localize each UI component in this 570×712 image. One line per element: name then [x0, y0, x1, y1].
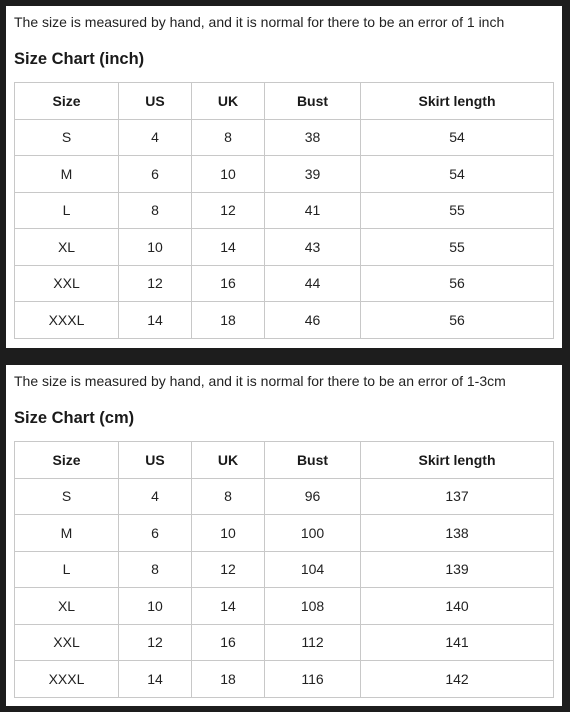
size-chart-inch-panel: [6, 6, 562, 348]
column-header-skirt-length: Skirt length: [361, 83, 554, 120]
cell-us: 12: [119, 624, 192, 661]
table-row: [15, 229, 554, 266]
cell-bust: 41: [265, 192, 361, 229]
table-row: [15, 302, 554, 339]
cell-us: 4: [119, 119, 192, 156]
column-header-us: US: [119, 83, 192, 120]
cell-bust: 116: [265, 661, 361, 698]
column-header-size: Size: [15, 83, 119, 120]
table-row: [15, 192, 554, 229]
cell-bust: 112: [265, 624, 361, 661]
table-header-row: [15, 442, 554, 479]
table-row: [15, 478, 554, 515]
cell-us: 4: [119, 478, 192, 515]
cell-us: 6: [119, 515, 192, 552]
table-row: [15, 661, 554, 698]
cell-skirt-length: 140: [361, 588, 554, 625]
measurement-note: The size is measured by hand, and it is normal for there to be an error of 1-3cm: [14, 373, 506, 389]
cell-skirt-length: 54: [361, 156, 554, 193]
cell-uk: 18: [192, 661, 265, 698]
cell-bust: 96: [265, 478, 361, 515]
cell-us: 10: [119, 229, 192, 266]
cell-size: XXL: [15, 265, 119, 302]
cell-uk: 10: [192, 156, 265, 193]
cell-uk: 8: [192, 478, 265, 515]
cell-size: XXXL: [15, 661, 119, 698]
cell-skirt-length: 139: [361, 551, 554, 588]
cell-bust: 100: [265, 515, 361, 552]
cell-us: 8: [119, 551, 192, 588]
table-row: [15, 588, 554, 625]
cell-size: XL: [15, 229, 119, 266]
cell-us: 10: [119, 588, 192, 625]
cell-size: L: [15, 192, 119, 229]
measurement-note: The size is measured by hand, and it is normal for there to be an error of 1 inch: [14, 14, 505, 30]
table-row: [15, 156, 554, 193]
cell-size: M: [15, 515, 119, 552]
cell-skirt-length: 55: [361, 229, 554, 266]
cell-uk: 10: [192, 515, 265, 552]
cell-skirt-length: 56: [361, 265, 554, 302]
cell-us: 14: [119, 302, 192, 339]
table-row: [15, 515, 554, 552]
cell-uk: 16: [192, 265, 265, 302]
column-header-uk: UK: [192, 83, 265, 120]
table-row: [15, 551, 554, 588]
cell-uk: 14: [192, 229, 265, 266]
cell-bust: 43: [265, 229, 361, 266]
cell-bust: 104: [265, 551, 361, 588]
cell-bust: 44: [265, 265, 361, 302]
cell-skirt-length: 55: [361, 192, 554, 229]
cell-uk: 12: [192, 551, 265, 588]
cell-us: 8: [119, 192, 192, 229]
column-header-size: Size: [15, 442, 119, 479]
size-chart-cm-panel: [6, 365, 562, 706]
table-row: [15, 265, 554, 302]
cell-size: XL: [15, 588, 119, 625]
cell-size: M: [15, 156, 119, 193]
table-row: [15, 624, 554, 661]
cell-uk: 18: [192, 302, 265, 339]
cell-size: S: [15, 478, 119, 515]
cell-size: XXXL: [15, 302, 119, 339]
size-table-inch: [14, 82, 554, 339]
table-header-row: [15, 83, 554, 120]
column-header-bust: Bust: [265, 83, 361, 120]
cell-skirt-length: 141: [361, 624, 554, 661]
cell-uk: 8: [192, 119, 265, 156]
cell-bust: 46: [265, 302, 361, 339]
cell-uk: 12: [192, 192, 265, 229]
column-header-uk: UK: [192, 442, 265, 479]
cell-us: 12: [119, 265, 192, 302]
cell-us: 14: [119, 661, 192, 698]
cell-bust: 108: [265, 588, 361, 625]
cell-skirt-length: 56: [361, 302, 554, 339]
cell-skirt-length: 138: [361, 515, 554, 552]
cell-size: S: [15, 119, 119, 156]
cell-bust: 38: [265, 119, 361, 156]
cell-size: XXL: [15, 624, 119, 661]
chart-title: Size Chart (inch): [14, 50, 145, 68]
size-table-cm: [14, 441, 554, 698]
table-row: [15, 119, 554, 156]
cell-uk: 14: [192, 588, 265, 625]
cell-size: L: [15, 551, 119, 588]
cell-uk: 16: [192, 624, 265, 661]
cell-skirt-length: 137: [361, 478, 554, 515]
column-header-us: US: [119, 442, 192, 479]
column-header-bust: Bust: [265, 442, 361, 479]
cell-us: 6: [119, 156, 192, 193]
cell-skirt-length: 142: [361, 661, 554, 698]
cell-skirt-length: 54: [361, 119, 554, 156]
chart-title: Size Chart (cm): [14, 409, 135, 427]
column-header-skirt-length: Skirt length: [361, 442, 554, 479]
cell-bust: 39: [265, 156, 361, 193]
